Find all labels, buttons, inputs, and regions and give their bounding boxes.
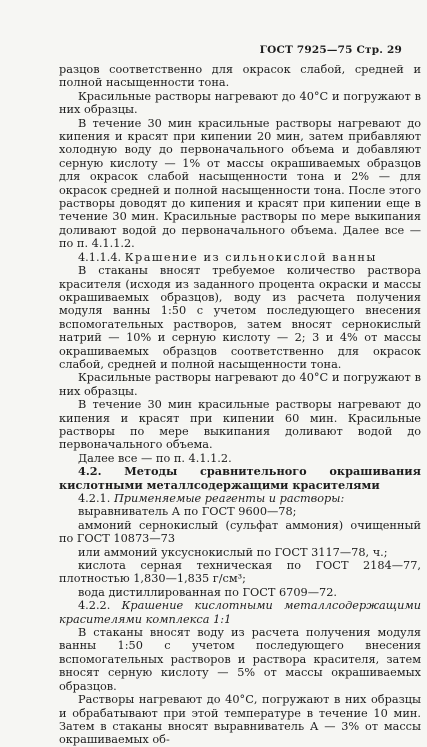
- section-number: 4.2.1.: [78, 492, 111, 505]
- section-heading-421: [59, 492, 421, 505]
- paragraph: В стаканы вносят требуемое количество раствора красителя (исходя из заданного процента окраски и массы окрашиваемых образцов), воду из расчета получения модуля ванны 1:50 с учетом последующего внесения вспомогательных растворов, затем вносят сернокислый натрий — 10% и серную кислоту — 2; 3 и 4% от массы окрашиваемых образцов соответственно для окрасок слабой, средней и полной насыщенности тона.: [59, 264, 421, 371]
- section-heading-4114: [59, 251, 421, 264]
- paragraph: В течение 30 мин красильные растворы нагревают до кипения и красят при кипении 20 мин, затем прибавляют холодную воду до первоначального объема и добавляют серную кислоту — 1% от массы окрашиваемых образцов для окрасок слабой насыщенности тона и 2% — для окрасок средней и полной насыщенности тона. После этого растворы доводят до кипения и красят при кипении еще в течение 30 мин. Красильные растворы по мере выкипания доливают водой до первоначального объема. Далее все — по п. 4.1.1.2.: [59, 116, 421, 251]
- paragraph: Далее все — по п. 4.1.1.2.: [78, 451, 232, 465]
- section-title: Применяемые реагенты и растворы:: [113, 492, 345, 505]
- paragraph: Красильные растворы нагревают до 40°С и погружают в них образцы.: [59, 89, 421, 117]
- reagent-item: или аммоний уксуснокислый по ГОСТ 3117—78, ч.;: [78, 545, 388, 559]
- page-header: ГОСТ 7925—75 Стр. 29: [259, 44, 402, 56]
- section-title: Крашение кислотными металлсодержащими красителями комплекса 1:1: [59, 599, 421, 626]
- page-body: [59, 63, 421, 747]
- paragraph: В стаканы вносят воду из расчета получения модуля ванны 1:50 с учетом последующего внесения вспомогательных растворов и раствора красителя, затем вносят серную кислоту — 5% от массы окрашиваемых образцов.: [59, 626, 421, 693]
- section-heading-42: 4.2. Методы сравнительного окрашивания кислотными металлсодержащими красителями: [59, 464, 421, 492]
- section-number: 4.1.1.4.: [78, 250, 122, 264]
- section-title: Крашение из сильнокислой ванны: [124, 250, 377, 264]
- reagent-item: вода дистиллированная по ГОСТ 6709—72.: [78, 585, 338, 599]
- paragraph: Растворы нагревают до 40°С, погружают в них образцы и обрабатывают при этой температуре в течение 10 мин. Затем в стаканы вносят выравниватель А — 3% от массы окрашиваемых об-: [59, 693, 421, 747]
- paragraph: разцов соответственно для окрасок слабой, средней и полной насыщенности тона.: [59, 63, 421, 90]
- reagent-item: аммоний сернокислый (сульфат аммония) очищенный по ГОСТ 10873—73: [59, 518, 421, 546]
- section-number: 4.2.2.: [78, 599, 111, 613]
- reagent-item: кислота серная техническая по ГОСТ 2184—77, плотностью 1,830—1,835 г/см³;: [59, 559, 421, 586]
- reagent-item: выравниватель А по ГОСТ 9600—78;: [78, 505, 297, 519]
- paragraph: В течение 30 мин красильные растворы нагревают до кипения и красят при кипении 60 мин. Красильные растворы по мере выкипания доливают водой до первоначального объема.: [59, 398, 421, 452]
- paragraph: Красильные растворы нагревают до 40°С и погружают в них образцы.: [59, 371, 421, 398]
- section-heading-422: [59, 599, 421, 626]
